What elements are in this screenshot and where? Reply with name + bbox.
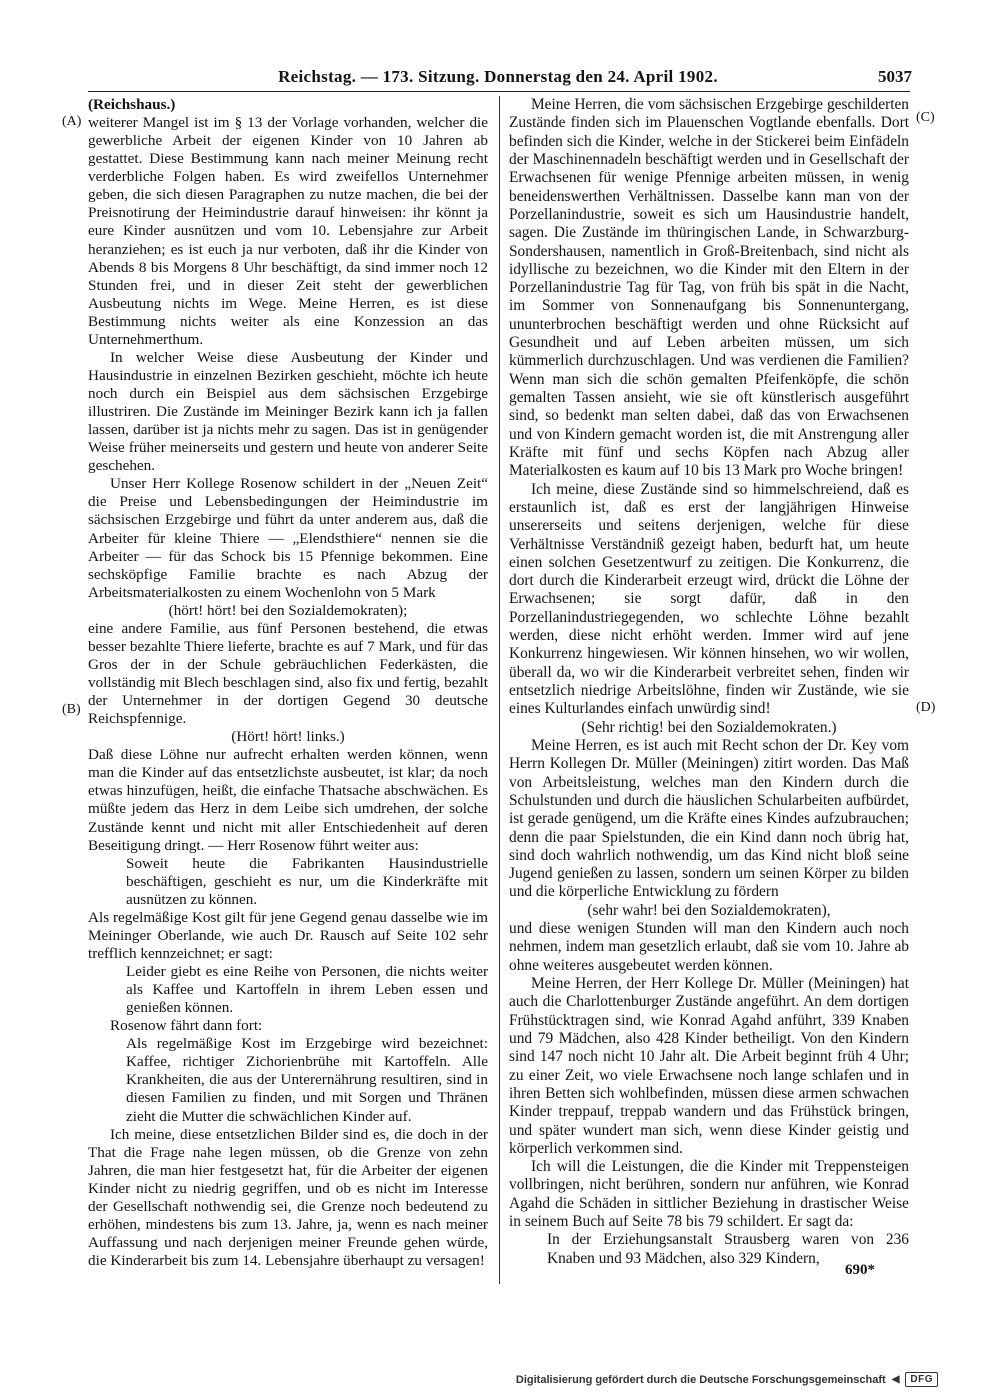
paragraph: weiterer Mangel ist im § 13 der Vorlage vorhanden, welcher die gewerbliche Arbeit der eigenen Kinder von 10 Jahren ab gestattet. Diese Bestimmung kann nach meiner Meinung recht verderbliche Folgen haben. Es wird zweifellos Unternehmer geben, die sich diesen Paragraphen zu nutze machen, die bei der Preisnotirung der Heimindustrie darauf hinweisen: ihr könnt ja eure Kinder ausnützen und vom 10. Lebensjahre zur Arbeit heranziehen; es ist euch ja nur verboten, daß ihr die Kinder von Abends 8 bis Morgens 8 Uhr beschäftigt, da sind immer noch 12 Stunden frei, und in dieser Zeit steht der gewerblichen Ausbeutung nichts im Wege. Meine Herren, es ist diese Bestimmung nichts weiter als eine Konzession an das Unternehmerthum.: [88, 114, 488, 348]
page-number: 5037: [878, 67, 912, 86]
signature-mark: 690*: [845, 1262, 875, 1278]
header-rule: [88, 91, 910, 92]
footer-credit-text: Digitalisierung gefördert durch die Deutsche Forschungsgemeinschaft: [515, 1373, 886, 1386]
paragraph: In welcher Weise diese Ausbeutung der Kinder und Hausindustrie in einzelnen Bezirken geschieht, möchte ich heute noch durch ein Beispiel aus dem sächsischen Erzgebirge illustriren. Die Zustände im Meininger Bezirk kann ich ja fallen lassen, darüber ist ja nichts mehr zu sagen. Das ist in genügender Weise früher meinerseits und gestern und heute von anderer Seite geschehen.: [88, 348, 488, 475]
paragraph: Daß diese Löhne nur aufrecht erhalten werden können, wenn man die Kinder auf das entsetzlichste ausbeutet, ist klar; da noch etwas hinzufügen, heißt, die einfache Thatsache abschwächen. Es müßte jedem das Herz in dem Leibe sich umdrehen, der solche Zustände kennt und nicht mit aller Entschiedenheit auf deren Beseitigung dringt. — Herr Rosenow führt weiter aus:: [88, 746, 488, 854]
margin-marker-b: (B): [62, 702, 81, 717]
arrow-icon: ◀: [891, 1374, 900, 1385]
paragraph: und diese wenigen Stunden will man den Kindern auch noch nehmen, indem man gesetzlich erlaubt, daß sie vom 10. Jahre ab ohne weiteres ausgebeutet werden können.: [509, 920, 909, 974]
margin-marker-a: (A): [62, 114, 82, 129]
right-column-paragraphs: [509, 96, 909, 1268]
running-title: Reichstag. — 173. Sitzung. Donnerstag den 24. April 1902.: [278, 67, 718, 86]
interjection: (sehr wahr! bei den Sozialdemokraten),: [587, 901, 831, 919]
paragraph: Meine Herren, der Herr Kollege Dr. Müller (Meiningen) hat auch die Charlottenburger Zustände angeführt. An dem dortigen Frühstücktragen sind, wie Konrad Agahd anführt, 339 Knaben und 79 Mädchen, also 428 Kinder betheiligt. Von den Kindern sind 147 noch nicht 10 Jahr alt. Die Arbeit beginnt früh 4 Uhr; zu einer Zeit, wo viele Erwachsene noch lange schlafen und in ihren Betten sich wohlbefinden, müssen diese armen schwachen Kinder treppauf, treppab wandern und das Frühstück bringen, und später wundert man sich, wenn diese Kinder geistig und körperlich verkommen sind.: [509, 975, 909, 1157]
quotation: Leider giebt es eine Reihe von Personen, die nichts weiter als Kaffee und Kartoffeln in ihrem Leben essen und genießen können.: [126, 963, 488, 1017]
interjection: (Hört! hört! links.): [231, 728, 345, 746]
column-divider: [499, 96, 500, 1284]
left-column: [88, 96, 488, 1270]
paragraph: Rosenow fährt dann fort:: [110, 1017, 263, 1035]
quotation: Soweit heute die Fabrikanten Hausindustrielle beschäftigen, geschieht es nur, um die Kinderkräfte mit ausnützen zu können.: [126, 854, 488, 908]
quotation: In der Erziehungsanstalt Strausberg waren von 236 Knaben und 93 Mädchen, also 329 Kindern,: [547, 1231, 909, 1267]
paragraph: Ich will die Leistungen, die die Kinder mit Treppensteigen vollbringen, nicht berühren, sondern nur anführen, wie Konrad Agahd die Schäden in sittlicher Beziehung in drastischer Weise in seinem Buch auf Seite 78 bis 79 schildert. Er sagt da:: [509, 1158, 909, 1231]
margin-marker-d: (D): [916, 700, 936, 715]
paragraph: Meine Herren, die vom sächsischen Erzgebirge geschilderten Zustände finden sich im Plauenschen Vogtlande ebenfalls. Dort befinden sich die Kinder, welche in der Stickerei beim Einfädeln der Maschinennadeln beschäftigt werden und in Gesellschaft der Erwachsenen für wenige Pfennige arbeiten müssen, in wenig beneidenswerthen Verhältnissen. Dasselbe kann man von der Porzellanindustrie, soweit es sich um Hausindustrie handelt, sagen. Die Zustände im thüringischen Lande, in Schwarzburg-Sondershausen, namentlich in Groß-Breitenbach, sind nicht als idyllische zu bezeichnen, wo die Kinder mit den Eltern in der Porzellanindustrie Tag für Tag, von früh bis spät in die Nacht, im Sommer von Sonnenaufgang bis Sonnenuntergang, ununterbrochen beschäftigt werden und ohne Rücksicht auf Gesundheit und auf Leben arbeiten müssen, um sich kümmerlich durchzuschlagen. Und was verdienen die Familien? Wenn man sich die schön gemalten Pfeifenköpfe, die schön gemalten Tassen ansieht, wie sie oft künstlerisch ausgeführt sind, so bedenkt man selten dabei, daß das von Erwachsenen und von Kindern gemacht worden ist, die mit Anstrengung aller Kräfte mit fünf und sechs Köpfen nach Abzug aller Materialkosten es kaum auf 10 bis 13 Mark pro Woche bringen!: [509, 96, 909, 480]
interjection: (Sehr richtig! bei den Sozialdemokraten.): [581, 718, 837, 736]
quotation: Als regelmäßige Kost im Erzgebirge wird bezeichnet: Kaffee, richtiger Zichorienbrühe mit Kartoffeln. Alle Krankheiten, die aus der Unterernährung resultiren, sind in diesen Familien zu finden, und mit Sorgen und Thränen zieht die Mutter die schwächlichen Kinder auf.: [126, 1035, 488, 1125]
margin-marker-c: (C): [916, 110, 935, 125]
dfg-logo: DFG: [905, 1372, 938, 1387]
paragraph: Ich meine, diese Zustände sind so himmelschreiend, daß es erstaunlich ist, daß es erst der langjährigen Hinweise unsererseits und seitens derjenigen, welche für diese Verhältnisse Verständniß gezeigt haben, bedurft hat, um heute einen solchen Gesetzentwurf zu zeitigen. Die Konkurrenz, die dort durch die Kinderarbeit erzeugt wird, drückt die Löhne der Erwachsenen; sie sorgt dafür, daß in den Porzellanindustriegegenden, wo schlechte Löhne bezahlt werden, diese nicht erhöht werden. Immer wird auf jene Konkurrenz hingewiesen. Wir können hinsehen, wo wir wollen, überall da, wo wir die Kinderarbeit verbreitet sehen, finden wir entsetzlich niedrige Arbeitslöhne, finden wir Zustände, wie sie eines Kulturlandes einfach unwürdig sind!: [509, 480, 909, 718]
left-column-paragraphs: [88, 114, 488, 1270]
paragraph: Unser Herr Kollege Rosenow schildert in der „Neuen Zeit“ die Preise und Lebensbedingungen der Heimindustrie im sächsischen Erzgebirge und führt da unter anderem aus, daß die Arbeiter für kleine Thiere — „Elendsthiere“ nennen sie die Arbeiter — für das Schock bis 15 Pfennige bekommen. Eine sechsköpfige Familie brachte es nach Abzug der Arbeitsmaterialkosten zu einem Wochenlohn von 5 Mark: [88, 475, 488, 601]
paragraph: Meine Herren, es ist auch mit Recht schon der Dr. Key vom Herrn Kollegen Dr. Müller (Meiningen) zitirt worden. Das Maß von Arbeitsleistung, welches man den Kindern durch die Schulstunden und durch die häuslichen Schularbeiten aufbürdet, ist gerade genügend, um die Kräfte eines Kindes aufzubrauchen; denn die paar Spielstunden, die ein Kind dann noch übrig hat, sind doch wahrlich nothwendig, um das Kind nicht bloß seine Jugend genießen zu lassen, sondern um seinen Körper zu bilden und die körperliche Entwicklung zu fördern: [509, 736, 909, 901]
paragraph: eine andere Familie, aus fünf Personen bestehend, die etwas besser bezahlte Thiere lieferte, brachte es auf 7 Mark, und für das Gros der in der Schule gebräuchlichen Federkästen, die vollständig mit Blech beschlagen sind, also fix und fertig, bezahlt der Unternehmer in der dortigen Gegend 30 deutsche Reichspfennige.: [88, 619, 488, 728]
section-label: (Reichshaus.): [88, 96, 176, 113]
right-column: [509, 96, 909, 1268]
paragraph: Ich meine, diese entsetzlichen Bilder sind es, die doch in der That die Frage nahe legen müssen, ob die Grenze von zehn Jahren, die man hier festgesetzt hat, für die Arbeiter der eigenen Kinder nicht zu niedrig gegriffen, und ob es nicht im Interesse der Gesellschaft nothwendig sei, die Grenze noch bedeutend zu erhöhen, mindestens bis zum 13. Jahre, ja, wenn es nach meiner Auffassung und nach derjenigen meiner Freunde gehen würde, die Kinderarbeit bis zum 14. Lebensjahre überhaupt zu versagen!: [88, 1125, 488, 1269]
paragraph: Als regelmäßige Kost gilt für jene Gegend genau dasselbe wie im Meininger Oberlande, wie auch Dr. Rausch auf Seite 102 sehr trefflich kennzeichnet; er sagt:: [88, 908, 488, 962]
interjection: (hört! hört! bei den Sozialdemokraten);: [168, 601, 408, 619]
footer-credit: [516, 1372, 938, 1387]
